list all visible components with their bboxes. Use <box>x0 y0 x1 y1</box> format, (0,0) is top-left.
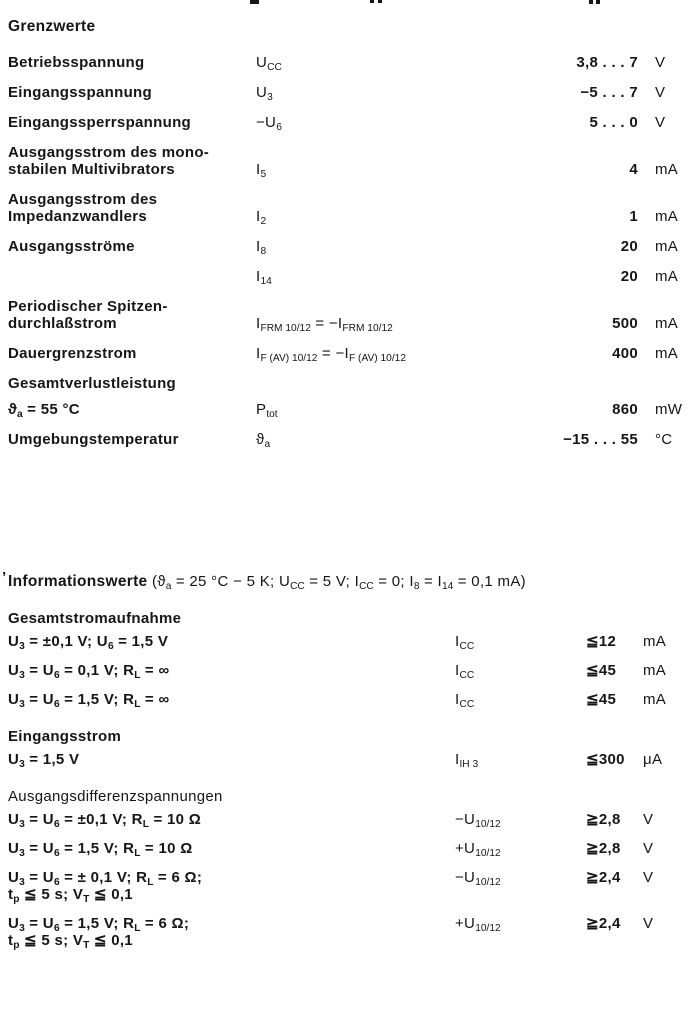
grenzwerte-table <box>8 54 694 448</box>
section-gap <box>8 461 694 573</box>
table-row <box>8 84 694 101</box>
param-unit: V <box>643 915 654 932</box>
table-row <box>8 144 694 178</box>
param-value: ≦45 <box>586 691 617 708</box>
param-unit: V <box>643 869 654 886</box>
param-unit: mA <box>655 315 679 332</box>
param-label: Betriebsspannung <box>8 54 145 71</box>
param-label: Gesamtverlustleistung <box>8 375 177 392</box>
param-symbol: $I_{CC}$ <box>455 633 475 652</box>
test-condition: $U_3 = U_6 = 1,5$ V; $R_L = 10$ Ω <box>8 840 193 859</box>
table-row <box>8 915 694 949</box>
param-unit: V <box>655 54 666 71</box>
param-value: ≦300 <box>586 751 625 768</box>
subsection-gesamtstromaufnahme <box>8 610 694 708</box>
param-symbol: $I_{IH 3}$ <box>455 751 479 770</box>
param-value: ≧2,4 <box>586 869 621 886</box>
param-symbol: $I_{CC}$ <box>455 662 475 681</box>
param-unit: mA <box>655 208 679 225</box>
table-row <box>8 114 694 131</box>
table-row <box>8 811 694 828</box>
section-title-informationswerte <box>2 569 694 592</box>
table-row <box>8 751 694 768</box>
stray-scan-mark: ’ <box>2 569 7 586</box>
param-value: ≧2,4 <box>586 915 621 932</box>
subsection-heading: Ausgangsdifferenzspannungen <box>8 788 223 805</box>
param-unit: V <box>643 840 654 857</box>
cropped-text-mark <box>378 0 382 3</box>
param-value: 400 <box>612 345 638 362</box>
cropped-text-mark <box>370 0 374 3</box>
param-label: Umgebungstemperatur <box>8 431 179 448</box>
param-label: Ausgangsströme <box>8 238 135 255</box>
section-title-grenzwerte: Grenzwerte <box>8 18 96 35</box>
param-value: 860 <box>612 401 638 418</box>
subsection-heading: Gesamtstromaufnahme <box>8 610 182 627</box>
table-row <box>8 401 694 418</box>
param-unit: V <box>655 114 666 131</box>
param-symbol: $I_5$ <box>256 161 267 180</box>
param-symbol: $I_{F (AV) 10/12} = -I_{F (AV) 10/12}$ <box>256 345 406 364</box>
param-symbol: $P_{tot}$ <box>256 401 278 420</box>
param-value: 5 . . . 0 <box>589 114 638 131</box>
table-row <box>8 662 694 679</box>
table-row <box>8 869 694 903</box>
table-row <box>8 431 694 448</box>
param-label: $ϑ_a = 55$ °C <box>8 401 80 420</box>
param-label: Ausgangsstrom des Impedanzwandlers <box>8 191 158 225</box>
section-title-text: Informationswerte <box>8 573 148 590</box>
param-symbol: $+U_{10/12}$ <box>455 840 501 859</box>
param-unit: mA <box>655 161 679 178</box>
cropped-text-mark <box>589 0 593 4</box>
param-value: 4 <box>629 161 638 178</box>
param-value: 20 <box>620 238 638 255</box>
param-label: Eingangsspannung <box>8 84 152 101</box>
cropped-text-mark <box>250 0 259 4</box>
table-row <box>8 345 694 362</box>
table-row <box>8 191 694 225</box>
param-unit: mA <box>655 345 679 362</box>
param-unit: °C <box>655 431 673 448</box>
param-value: 20 <box>620 268 638 285</box>
test-condition: $U_3 = U_6 = 1,5$ V; $R_L$ = ∞ <box>8 691 170 710</box>
test-condition: $U_3 = U_6 = 1,5$ V; $R_L = 6$ Ω; $t_p$ ≦ 5 s; $V_T$ ≦ 0,1 <box>8 915 190 951</box>
param-value: 1 <box>629 208 638 225</box>
cropped-text-mark <box>596 0 600 4</box>
param-symbol: $+U_{10/12}$ <box>455 915 501 934</box>
param-symbol: $U_{CC}$ <box>256 54 282 73</box>
param-unit: mA <box>643 662 667 679</box>
param-value: ≦45 <box>586 662 617 679</box>
param-value: 3,8 . . . 7 <box>576 54 638 71</box>
param-symbol: $I_{14}$ <box>256 268 272 287</box>
param-symbol: $-U_6$ <box>256 114 282 133</box>
param-symbol: $I_2$ <box>256 208 267 227</box>
table-row <box>8 633 694 650</box>
param-unit: mW <box>655 401 683 418</box>
param-symbol: $-U_{10/12}$ <box>455 869 501 888</box>
param-symbol: $I_{FRM 10/12} = -I_{FRM 10/12}$ <box>256 315 393 334</box>
param-symbol: $I_8$ <box>256 238 267 257</box>
test-condition: $U_3 = 1,5$ V <box>8 751 80 770</box>
param-unit: mA <box>643 633 667 650</box>
test-condition: $U_3 = U_6 = \pm 0,1$ V; $R_L = 10$ Ω <box>8 811 202 830</box>
param-symbol: $ϑ_a$ <box>256 431 271 450</box>
param-unit: μA <box>643 751 663 768</box>
param-symbol: $U_3$ <box>256 84 273 103</box>
table-row <box>8 298 694 332</box>
param-unit: mA <box>643 691 667 708</box>
param-unit: mA <box>655 238 679 255</box>
table-row <box>8 268 694 285</box>
param-symbol: $-U_{10/12}$ <box>455 811 501 830</box>
page-crop-fragment <box>0 0 698 6</box>
param-label: Periodischer Spitzen- durchlaßstrom <box>8 298 168 332</box>
table-row <box>8 54 694 71</box>
param-value: 500 <box>612 315 638 332</box>
param-value: ≧2,8 <box>586 840 621 857</box>
test-condition: $U_3 = U_6$ = ± 0,1 V; $R_L = 6$ Ω; $t_p$ ≦ 5 s; $V_T$ ≦ 0,1 <box>8 869 203 905</box>
param-symbol: $I_{CC}$ <box>455 691 475 710</box>
param-value: −5 . . . 7 <box>580 84 638 101</box>
param-label: Eingangssperrspannung <box>8 114 191 131</box>
param-value: ≧2,8 <box>586 811 621 828</box>
test-condition: $U_3 = \pm 0,1$ V; $U_6 = 1,5$ V <box>8 633 169 652</box>
table-row <box>8 840 694 857</box>
subsection-eingangsstrom <box>8 728 694 768</box>
section-test-conditions: ($ϑ_a = 25$ °C − 5 K; $U_{CC} = 5$ V; $I_{CC} = 0$; $I_8 = I_{14} = 0,1$ mA) <box>151 573 526 592</box>
test-condition: $U_3 = U_6 = 0,1$ V; $R_L$ = ∞ <box>8 662 170 681</box>
param-unit: V <box>655 84 666 101</box>
table-row <box>8 238 694 255</box>
subsection-ausgangsdifferenzspannungen <box>8 788 694 949</box>
param-unit: V <box>643 811 654 828</box>
param-label: Ausgangsstrom des mono- stabilen Multivibrators <box>8 144 210 178</box>
table-row <box>8 375 694 392</box>
param-unit: mA <box>655 268 679 285</box>
subsection-heading: Eingangsstrom <box>8 728 122 745</box>
table-row <box>8 691 694 708</box>
param-value: ≦12 <box>586 633 617 650</box>
param-label: Dauergrenzstrom <box>8 345 137 362</box>
param-value: −15 . . . 55 <box>563 431 638 448</box>
